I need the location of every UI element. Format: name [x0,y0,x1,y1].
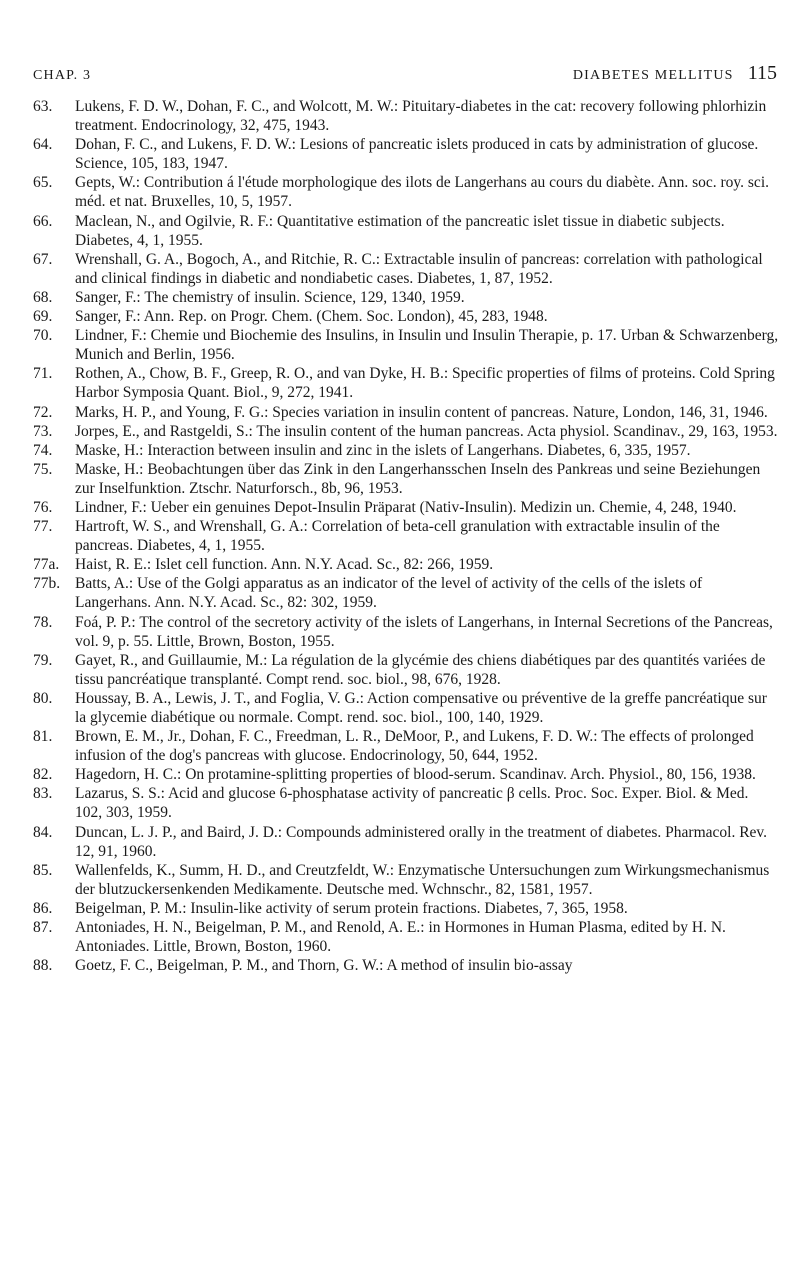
reference-number: 66. [33,212,53,230]
reference-text: Lazarus, S. S.: Acid and glucose 6-phosphatase activity of pancreatic β cells. Proc. Soc. Exper. Biol. & Med. 102, 303, 1959. [75,785,749,822]
reference-number: 77a. [33,556,60,574]
reference-text: Dohan, F. C., and Lukens, F. D. W.: Lesions of pancreatic islets produced in cats by administration of glucose. Science, 105, 183, 1947. [75,136,759,173]
reference-item [33,765,779,784]
reference-number: 75. [33,460,53,478]
reference-text: Maske, H.: Beobachtungen über das Zink in den Langerhansschen Inseln des Pankreas und seine Beziehungen zur Inselfunktion. Ztschr. Naturforsch., 8b, 96, 1953. [75,460,761,497]
reference-item [33,574,779,612]
reference-text: Haist, R. E.: Islet cell function. Ann. N.Y. Acad. Sc., 82: 266, 1959. [75,556,494,574]
reference-item [33,460,779,498]
reference-text: Jorpes, E., and Rastgeldi, S.: The insulin content of the human pancreas. Acta physiol. Scandinav., 29, 163, 1953. [75,422,778,440]
reference-number: 78. [33,613,53,631]
reference-item [33,784,779,822]
reference-item [33,956,779,975]
reference-text: Beigelman, P. M.: Insulin-like activity of serum protein fractions. Diabetes, 7, 365, 1958. [75,899,628,917]
reference-text: Houssay, B. A., Lewis, J. T., and Foglia, V. G.: Action compensative ou préventive de la greffe pancréatique sur la glycemie diabétique ou normale. Compt. rend. soc. biol., 100, 140, 1929. [75,689,767,726]
reference-text: Gayet, R., and Guillaumie, M.: La régulation de la glycémie des chiens diabétiques par des quantités variées de tissu pancréatique transplanté. Compt rend. soc. biol., 98, 676, 1928. [75,651,766,688]
running-head [33,62,777,85]
reference-item [33,307,779,326]
reference-number: 76. [33,498,53,516]
reference-number: 88. [33,957,53,975]
reference-item [33,250,779,288]
reference-item [33,517,779,555]
reference-item [33,212,779,250]
reference-text: Lindner, F.: Ueber ein genuines Depot-Insulin Präparat (Nativ-Insulin). Medizin un. Chemie, 4, 248, 1940. [75,498,737,516]
reference-text: Sanger, F.: The chemistry of insulin. Science, 129, 1340, 1959. [75,288,465,306]
reference-text: Rothen, A., Chow, B. F., Greep, R. O., and van Dyke, H. B.: Specific properties of films of proteins. Cold Spring Harbor Symposia Quant. Biol., 9, 272, 1941. [75,365,775,402]
reference-text: Maske, H.: Interaction between insulin and zinc in the islets of Langerhans. Diabetes, 6, 335, 1957. [75,441,691,459]
reference-item [33,326,779,364]
header-right [573,62,777,85]
reference-number: 87. [33,919,53,937]
reference-item [33,173,779,211]
reference-number: 74. [33,441,53,459]
chapter-title: DIABETES MELLITUS [572,68,734,83]
reference-text: Lukens, F. D. W., Dohan, F. C., and Wolcott, M. W.: Pituitary-diabetes in the cat: recovery following phlorhizin treatment. Endocrinology, 32, 475, 1943. [75,98,767,135]
reference-number: 70. [33,327,53,345]
reference-item [33,613,779,651]
reference-number: 86. [33,899,53,917]
reference-number: 82. [33,766,53,784]
reference-text: Foá, P. P.: The control of the secretory activity of the islets of Langerhans, in Internal Secretions of the Pancreas, vol. 9, p. 55. Little, Brown, Boston, 1955. [75,613,773,650]
reference-text: Duncan, L. J. P., and Baird, J. D.: Compounds administered orally in the treatment of diabetes. Pharmacol. Rev. 12, 91, 1960. [75,823,768,860]
reference-number: 84. [33,823,53,841]
reference-number: 69. [33,308,53,326]
reference-text: Batts, A.: Use of the Golgi apparatus as an indicator of the level of activity of the cells of the islets of Langerhans. Ann. N.Y. Acad. Sc., 82: 302, 1959. [75,575,703,612]
reference-number: 73. [33,422,53,440]
reference-item [33,555,779,574]
reference-item [33,135,779,173]
reference-item [33,689,779,727]
reference-text: Hartroft, W. S., and Wrenshall, G. A.: Correlation of beta-cell granulation with extractable insulin of the pancreas. Diabetes, 4, 1, 1955. [75,518,720,555]
reference-number: 85. [33,861,53,879]
reference-item [33,441,779,460]
reference-item [33,651,779,689]
reference-number: 65. [33,174,53,192]
chapter-label: CHAP. 3 [33,68,92,83]
reference-item [33,918,779,956]
reference-number: 67. [33,250,53,268]
reference-text: Wallenfelds, K., Summ, H. D., and Creutzfeldt, W.: Enzymatische Untersuchungen zum Wirkungsmechanismus der blutzuckersenkenden Medikamente. Deutsche med. Wchnschr., 82, 1581, 1957. [75,861,770,898]
reference-text: Maclean, N., and Ogilvie, R. F.: Quantitative estimation of the pancreatic islet tissue in diabetic subjects. Diabetes, 4, 1, 1955. [75,212,725,249]
reference-item [33,899,779,918]
reference-text: Sanger, F.: Ann. Rep. on Progr. Chem. (Chem. Soc. London), 45, 283, 1948. [75,308,548,326]
reference-number: 64. [33,136,53,154]
reference-number: 83. [33,785,53,803]
page-number: 115 [747,62,777,84]
reference-item [33,403,779,422]
reference-item [33,288,779,307]
reference-text: Hagedorn, H. C.: On protamine-splitting properties of blood-serum. Scandinav. Arch. Physiol., 80, 156, 1938. [75,766,756,784]
reference-number: 71. [33,365,53,383]
reference-item [33,364,779,402]
reference-number: 63. [33,98,53,115]
reference-text: Lindner, F.: Chemie und Biochemie des Insulins, in Insulin und Insulin Therapie, p. 17. Urban & Schwarzenberg, Munich and Berlin, 1956. [75,327,779,364]
reference-number: 80. [33,689,53,707]
reference-item [33,823,779,861]
reference-item [33,727,779,765]
reference-text: Wrenshall, G. A., Bogoch, A., and Ritchie, R. C.: Extractable insulin of pancreas: correlation with pathological and clinical findings in diabetic and nondiabetic cases. Diabetes, 1, 87, 1952. [75,250,763,287]
reference-number: 81. [33,728,53,746]
reference-text: Goetz, F. C., Beigelman, P. M., and Thorn, G. W.: A method of insulin bio-assay [75,957,573,975]
reference-text: Gepts, W.: Contribution á l'étude morphologique des ilots de Langerhans au cours du diabète. Ann. soc. roy. sci. méd. et nat. Bruxelles, 10, 5, 1957. [75,174,769,211]
reference-item [33,498,779,517]
reference-item [33,422,779,441]
reference-item [33,861,779,899]
reference-number: 79. [33,651,53,669]
reference-list [33,97,779,975]
reference-item [33,97,779,135]
reference-text: Marks, H. P., and Young, F. G.: Species variation in insulin content of pancreas. Nature, London, 146, 31, 1946. [75,403,768,421]
reference-number: 77b. [33,575,61,593]
reference-number: 68. [33,288,53,306]
reference-number: 77. [33,518,53,536]
reference-text: Brown, E. M., Jr., Dohan, F. C., Freedman, L. R., DeMoor, P., and Lukens, F. D. W.: The effects of prolonged infusion of the dog's pancreas with glucose. Endocrinology, 50, 644, 1952. [75,728,754,765]
reference-number: 72. [33,403,53,421]
reference-text: Antoniades, H. N., Beigelman, P. M., and Renold, A. E.: in Hormones in Human Plasma, edited by H. N. Antoniades. Little, Brown, Boston, 1960. [75,919,726,956]
